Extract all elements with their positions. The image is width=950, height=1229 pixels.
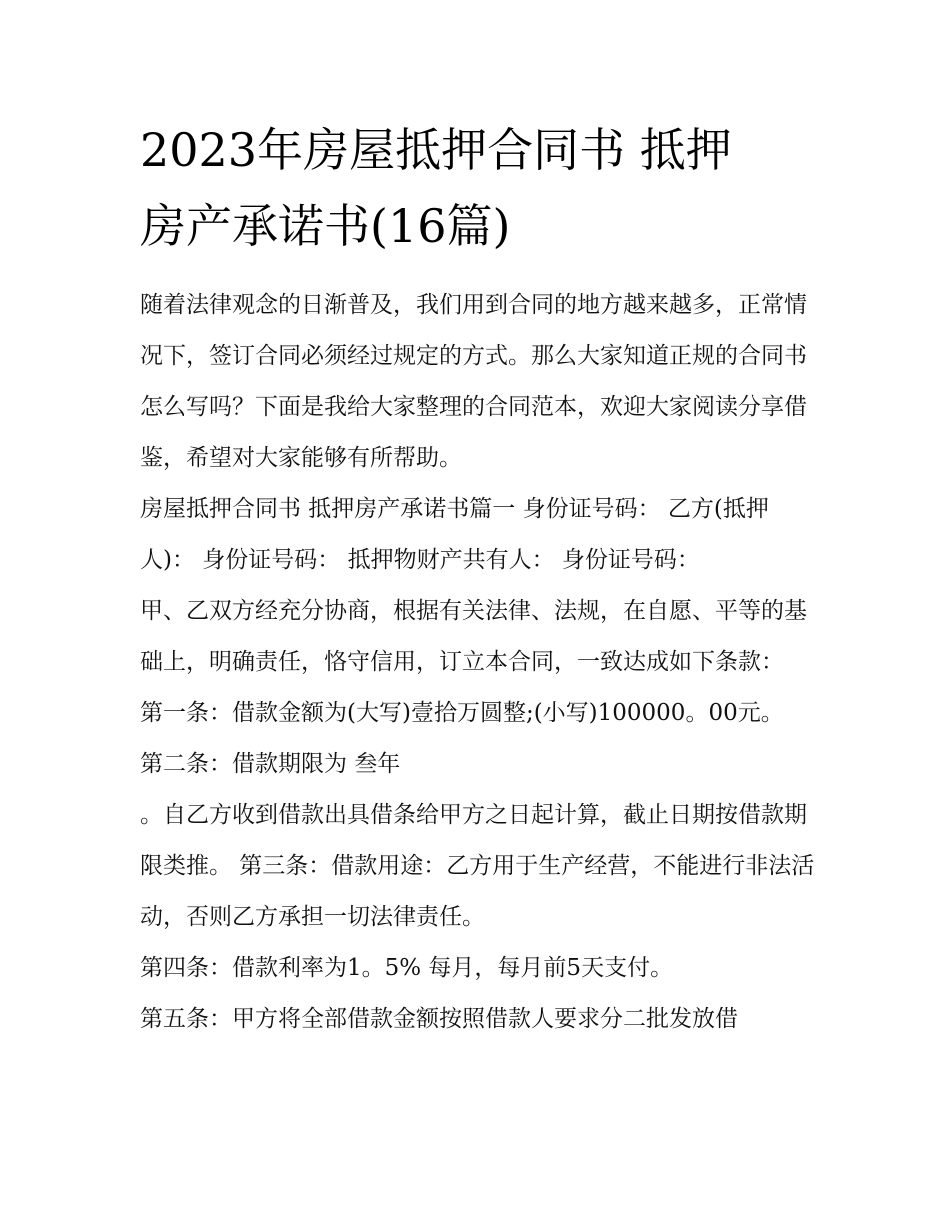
paragraph-intro: 随着法律观念的日渐普及，我们用到合同的地方越来越多，正常情况下，签订合同必须经过规定的方式。那么大家知道正规的合同书怎么写吗？下面是我给大家整理的合同范本，欢迎大家阅读分享借鉴，希望对大家能够有所帮助。 [140, 292, 807, 471]
title-line-2: 房产承诺书(16篇) [140, 199, 511, 253]
paragraph-article-2-3: 。自乙方收到借款出具借条给甲方之日起计算，截止日期按借款期限类推。 第三条：借款用途：乙方用于生产经营，不能进行非法活动，否则乙方承担一切法律责任。 [140, 802, 815, 930]
document-title [140, 112, 820, 264]
paragraph-article-4: 第四条：借款利率为1。5% 每月，每月前5天支付。 [140, 955, 674, 981]
paragraph-article-1: 第一条：借款金额为(大写)壹拾万圆整;(小写)100000。00元。 [140, 700, 784, 726]
document-body [140, 280, 820, 1045]
paragraph-article-5: 第五条：甲方将全部借款金额按照借款人要求分二批发放借 [140, 1006, 738, 1032]
paragraph-article-2: 第二条：借款期限为 叁年 [140, 751, 401, 777]
title-line-1: 2023年房屋抵押合同书 抵押 [140, 123, 732, 177]
paragraph-parties: 房屋抵押合同书 抵押房产承诺书篇一 身份证号码： 乙方(抵押人)： 身份证号码： 抵押物财产共有人： 身份证号码： [140, 496, 769, 573]
paragraph-agreement: 甲、乙双方经充分协商，根据有关法律、法规，在自愿、平等的基础上，明确责任，恪守信用，订立本合同，一致达成如下条款： [140, 598, 807, 675]
